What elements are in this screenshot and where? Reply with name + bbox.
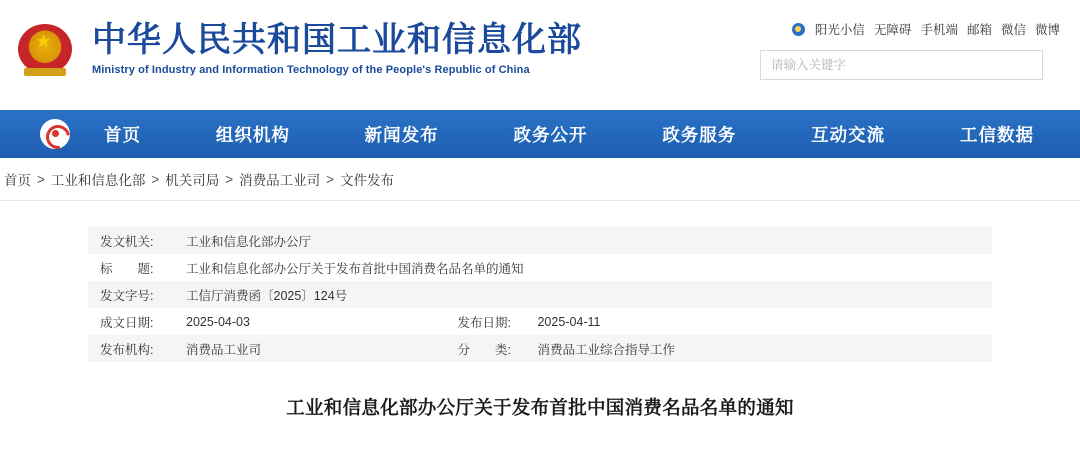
emblem-base	[24, 68, 66, 76]
meta-label-completion-date: 成文日期:	[100, 315, 154, 330]
table-row	[88, 227, 992, 254]
search-box[interactable]	[760, 50, 1043, 80]
meta-label-document-number: 发文字号:	[88, 281, 174, 308]
table-row	[88, 281, 992, 308]
main-nav	[0, 110, 1080, 158]
meta-label-issuing-authority: 发文机关:	[88, 227, 174, 254]
document-content	[0, 201, 1080, 420]
breadcrumb-separator: >	[326, 171, 335, 187]
breadcrumb-item-departments[interactable]: 机关司局	[165, 173, 220, 188]
emblem-star-icon: ★	[36, 33, 52, 50]
search-input[interactable]	[761, 51, 1042, 79]
nav-items	[104, 122, 1080, 147]
breadcrumb-item-miit[interactable]: 工业和信息化部	[50, 173, 146, 188]
meta-value-title: 工业和信息化部办公厅关于发布首批中国消费名品名单的通知	[186, 261, 524, 276]
document-meta-table	[88, 227, 992, 362]
header-right	[760, 20, 1060, 80]
top-link-sunshine[interactable]: 阳光小信	[814, 23, 865, 37]
breadcrumb-separator: >	[151, 171, 160, 187]
nav-item-interaction[interactable]: 互动交流	[811, 124, 886, 145]
nav-item-affairs-disclosure[interactable]: 政务公开	[513, 124, 588, 145]
breadcrumb-separator: >	[225, 171, 234, 187]
top-link-mail[interactable]: 邮箱	[966, 23, 992, 37]
breadcrumb-item-consumer-goods[interactable]: 消费品工业司	[239, 173, 321, 188]
page-title: 工业和信息化部办公厅关于发布首批中国消费名品名单的通知	[286, 397, 794, 418]
meta-value-publish-date: 2025-04-11	[537, 314, 601, 329]
miit-logo-icon	[40, 119, 70, 149]
meta-label-publishing-body: 发布机构:	[88, 335, 174, 362]
breadcrumb-item-home[interactable]: 首页	[4, 173, 31, 188]
meta-value-document-number: 工信厅消费函〔2025〕124号	[174, 281, 992, 308]
top-link-mobile[interactable]: 手机端	[920, 23, 958, 37]
nav-item-services[interactable]: 政务服务	[662, 124, 737, 145]
nav-item-news[interactable]: 新闻发布	[364, 124, 439, 145]
site-title-cn: 中华人民共和国工业和信息化部	[92, 21, 582, 59]
site-title-block	[92, 20, 582, 76]
site-header	[0, 0, 1080, 110]
top-link-accessibility[interactable]: 无障碍	[873, 23, 912, 37]
nav-item-home[interactable]: 首页	[104, 124, 141, 145]
meta-label-title: 标 题:	[100, 261, 154, 276]
table-row	[88, 335, 992, 362]
national-emblem-icon	[14, 18, 76, 80]
nav-item-organization[interactable]: 组织机构	[215, 124, 290, 145]
breadcrumb	[0, 158, 1080, 201]
meta-value-publishing-body: 消费品工业司	[174, 335, 445, 362]
sunshine-icon	[792, 23, 805, 36]
table-row	[88, 254, 992, 281]
table-row	[88, 308, 992, 335]
nav-item-data[interactable]: 工信数据	[959, 124, 1034, 145]
top-link-wechat[interactable]: 微信	[1000, 23, 1026, 37]
meta-label-publish-date: 发布日期:	[457, 315, 511, 330]
meta-value-category: 消费品工业综合指导工作	[525, 335, 992, 362]
breadcrumb-separator: >	[37, 171, 45, 187]
meta-value-completion-date: 2025-04-03	[186, 314, 250, 329]
site-title-en: Ministry of Industry and Information Technology of the People's Republic of China	[92, 64, 530, 76]
meta-value-issuing-authority: 工业和信息化部办公厅	[174, 227, 992, 254]
breadcrumb-item-document-release[interactable]: 文件发布	[340, 173, 395, 188]
top-link-weibo[interactable]: 微博	[1034, 23, 1060, 37]
top-links	[760, 20, 1060, 38]
meta-label-category: 分 类:	[445, 335, 525, 362]
